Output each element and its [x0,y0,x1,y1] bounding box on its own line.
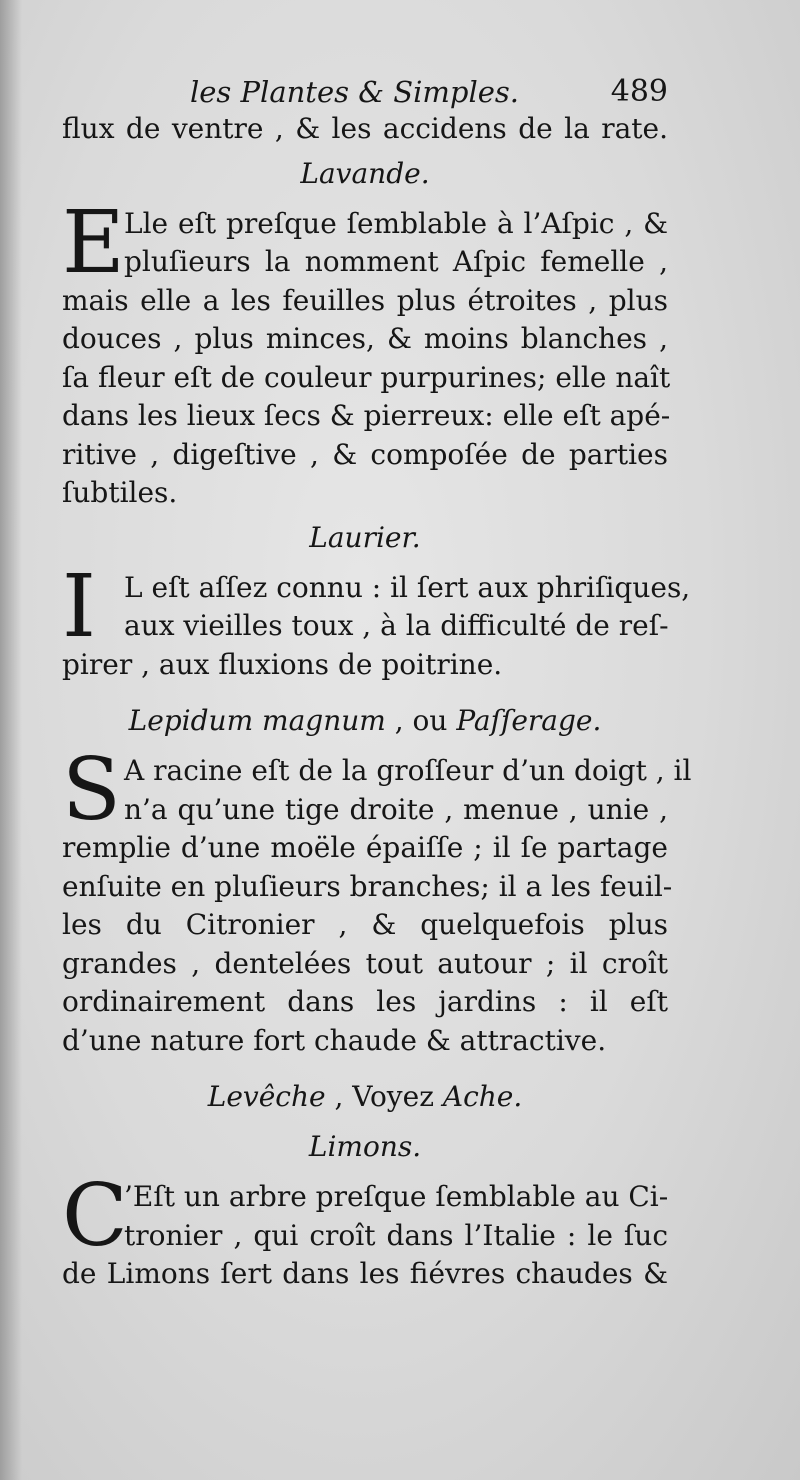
crossref-italic: Levêche [207,1080,326,1113]
drop-cap: C [62,1166,128,1266]
text-line: tronier , qui croît dans l’Italie : le ſuc [124,1218,668,1252]
text-line: ’Eſt un arbre preſque ſemblable au Ci- [124,1180,669,1213]
text-line: dans les lieux ſecs & pierreux: elle eſt apé- [62,399,671,432]
entry-heading-laurier: Laurier. [309,520,421,554]
heading-roman: , ou [385,704,457,737]
text-line: d’une nature fort chaude & attractive. [62,1023,607,1057]
text-line: grandes , dentelées tout autour ; il croît [62,946,668,980]
body-text [62,110,692,1294]
text-line: ſubtiles. [62,476,178,509]
entry-laurier [62,556,691,685]
entry-lavande [62,192,671,513]
entry-limons [62,1166,669,1294]
text-line: A racine eſt de la groſſeur d’un doigt , il [124,754,692,787]
entry-lepidum [62,740,692,1060]
entry-heading-lavande: Lavande. [300,156,430,190]
text-line: remplie d’une moële épaiſſe ; il ſe partage [62,831,668,864]
text-line: ordinairement dans les jardins : il eſt [62,985,668,1018]
text-line: Lle eſt preſque ſemblable à l’Aſpic , & [124,206,668,240]
heading-italic: Lepidum magnum [128,704,386,737]
text-line: mais elle a les feuilles plus étroites , plus [62,283,668,317]
spacer [62,684,668,696]
running-head [190,72,668,112]
crossref-roman: , Voyez [325,1080,443,1113]
text-line: douces , plus minces, & moins blanches , [62,322,668,355]
text-line: L eſt aſſez connu : il ſert aux phriſiques, [124,570,691,604]
entry-heading-limons: Limons. [308,1130,422,1163]
entry-heading-lepidum [62,702,668,740]
drop-cap: E [62,192,125,293]
running-title: les Plantes & Simples. [190,75,519,109]
crossref-italic-2: Ache. [442,1080,523,1113]
text-line: n’a qu’une tige droite , menue , unie , [124,792,668,826]
text-line: enſuite en pluſieurs branches; il a les feuil- [62,869,673,903]
text-line: aux vieilles toux , à la difficulté de reſ- [124,609,669,642]
text-line: les du Citronier , & quelquefois plus [62,908,668,941]
text-line: pirer , aux fluxions de poitrine. [62,647,503,681]
spacer [62,1060,668,1072]
cross-reference-leveche [62,1078,668,1116]
heading-italic-2: Paſſerage. [456,704,602,737]
text-line: de Limons ſert dans les fiévres chaudes & [62,1257,668,1290]
drop-cap: I [62,556,96,657]
text-line: pluſieurs la nomment Aſpic femelle , [124,245,668,278]
text-line: ritive , digeſtive , & compoſée de parties [62,437,668,471]
text-line: ſa fleur eſt de couleur purpurines; elle naît [62,360,671,394]
carryover-line: ﬂux de ventre , & les accidens de la rate. [62,112,668,145]
page-number: 489 [610,74,668,109]
drop-cap: S [62,740,121,840]
